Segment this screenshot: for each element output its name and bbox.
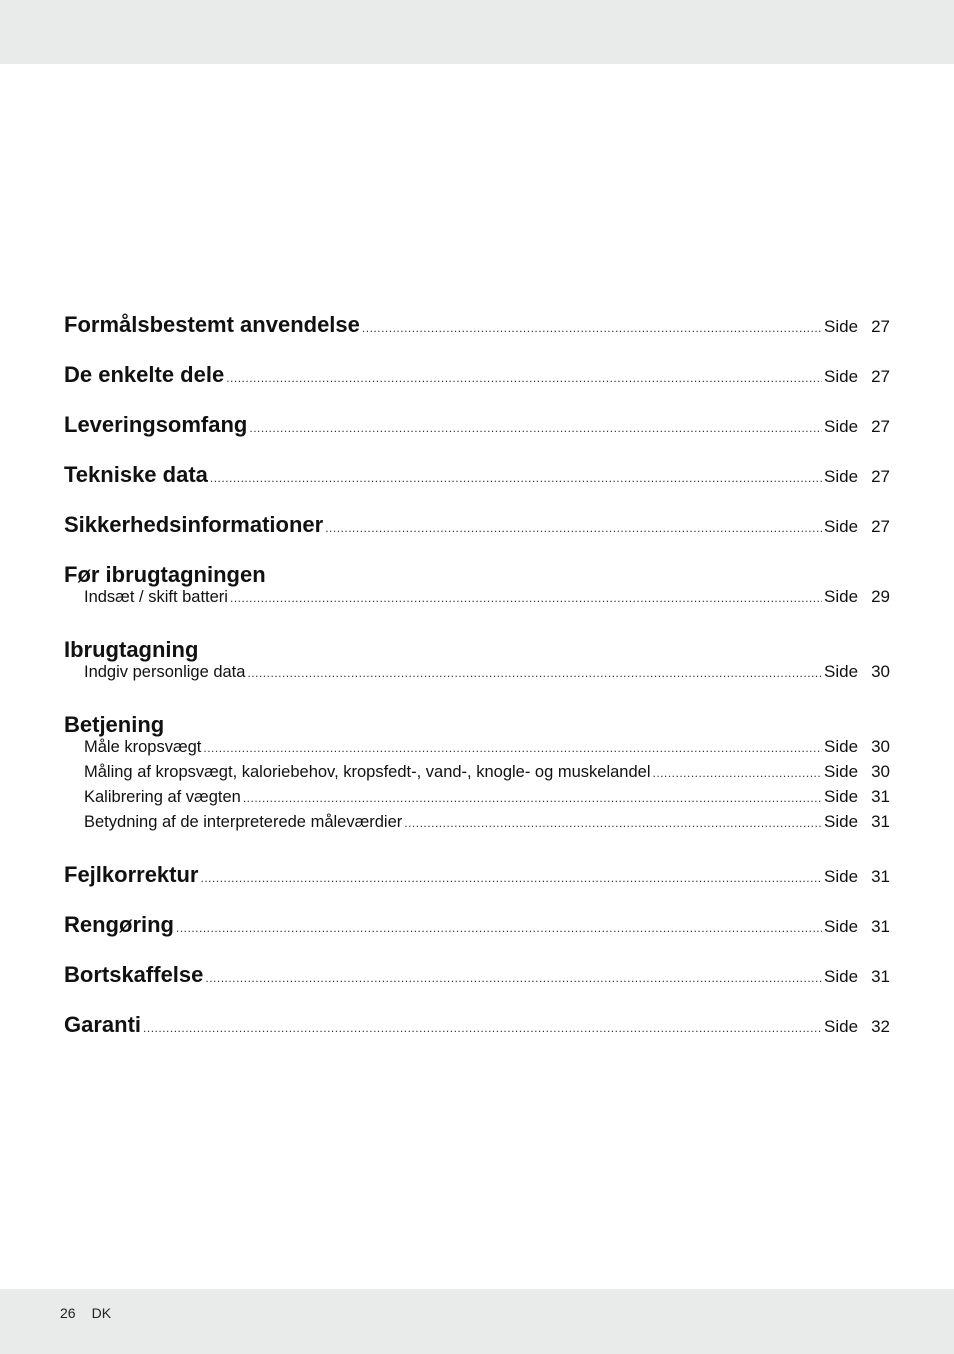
toc-sub-entry[interactable] <box>64 587 890 612</box>
leader-dots <box>203 741 822 755</box>
page-number: 26 <box>60 1305 76 1321</box>
toc-entry-title: Rengøring <box>64 912 174 937</box>
toc-group-for-ibrugtagningen <box>64 562 890 612</box>
leader-dots <box>325 521 822 535</box>
leader-dots <box>653 766 823 780</box>
leader-dots <box>226 371 822 385</box>
toc-entry-page: 31 <box>871 917 890 936</box>
toc-entry-title: Formålsbestemt anvendelse <box>64 312 360 337</box>
toc-sub-entry-label: Betydning af de interpreterede måleværdier <box>84 813 403 831</box>
table-of-contents <box>64 312 890 1062</box>
header-band <box>0 0 954 64</box>
toc-entry-side: Side <box>824 417 859 436</box>
leader-dots <box>176 921 822 935</box>
leader-dots <box>243 791 822 805</box>
toc-group-heading[interactable]: Betjening <box>64 712 165 737</box>
toc-entry-page: 31 <box>871 967 890 986</box>
leader-dots <box>230 591 822 605</box>
toc-entry-title: Fejlkorrektur <box>64 862 199 887</box>
toc-entry-page: 30 <box>871 662 890 681</box>
toc-entry-side: Side <box>824 317 859 336</box>
toc-entry-side: Side <box>824 1017 859 1036</box>
toc-entry-side: Side <box>824 762 859 781</box>
toc-entry-side: Side <box>824 787 859 806</box>
toc-entry-page: 27 <box>871 517 890 536</box>
toc-entry-rengoring[interactable] <box>64 912 890 962</box>
toc-sub-entry-label: Kalibrering af vægten <box>84 788 241 806</box>
toc-entry-leveringsomfang[interactable] <box>64 412 890 462</box>
toc-sub-entry-label: Måling af kropsvægt, kaloriebehov, kropsfedt-, vand-, knogle- og muskelandel <box>84 763 651 781</box>
toc-entry-de-enkelte-dele[interactable] <box>64 362 890 412</box>
toc-entry-side: Side <box>824 367 859 386</box>
toc-entry-page: 27 <box>871 467 890 486</box>
toc-entry-bortskaffelse[interactable] <box>64 962 890 1012</box>
toc-sub-entry[interactable] <box>64 812 890 837</box>
toc-entry-garanti[interactable] <box>64 1012 890 1062</box>
toc-sub-entry[interactable] <box>64 787 890 812</box>
toc-entry-page: 31 <box>871 812 890 831</box>
toc-entry-page: 27 <box>871 317 890 336</box>
toc-entry-side: Side <box>824 517 859 536</box>
toc-entry-title: Tekniske data <box>64 462 208 487</box>
leader-dots <box>210 471 822 485</box>
toc-entry-title: Sikkerhedsinformationer <box>64 512 324 537</box>
leader-dots <box>404 816 822 830</box>
toc-sub-entry-label: Indsæt / skift batteri <box>84 588 228 606</box>
leader-dots <box>143 1021 822 1035</box>
toc-sub-entry[interactable] <box>64 737 890 762</box>
toc-entry-page: 31 <box>871 867 890 886</box>
toc-entry-title: Garanti <box>64 1012 142 1037</box>
toc-entry-side: Side <box>824 917 859 936</box>
toc-entry-side: Side <box>824 467 859 486</box>
leader-dots <box>201 871 823 885</box>
toc-group-betjening <box>64 712 890 837</box>
toc-entry-page: 29 <box>871 587 890 606</box>
toc-entry-title: Bortskaffelse <box>64 962 204 987</box>
toc-group-heading[interactable]: Ibrugtagning <box>64 637 199 662</box>
toc-entry-page: 27 <box>871 417 890 436</box>
toc-group-ibrugtagning <box>64 637 890 687</box>
toc-entry-title: De enkelte dele <box>64 362 225 387</box>
toc-entry-side: Side <box>824 737 859 756</box>
toc-sub-entry-label: Indgiv personlige data <box>84 663 246 681</box>
footer-band <box>0 1289 954 1354</box>
leader-dots <box>205 971 822 985</box>
toc-sub-entry-label: Måle kropsvægt <box>84 738 202 756</box>
toc-entry-page: 32 <box>871 1017 890 1036</box>
toc-entry-side: Side <box>824 812 859 831</box>
toc-sub-entry[interactable] <box>64 762 890 787</box>
leader-dots <box>362 321 822 335</box>
toc-entry-side: Side <box>824 867 859 886</box>
toc-entry-side: Side <box>824 662 859 681</box>
toc-entry-tekniske-data[interactable] <box>64 462 890 512</box>
toc-entry-page: 30 <box>871 737 890 756</box>
toc-entry-side: Side <box>824 967 859 986</box>
toc-group-heading[interactable]: Før ibrugtagningen <box>64 562 266 587</box>
toc-entry-page: 27 <box>871 367 890 386</box>
toc-entry-fejlkorrektur[interactable] <box>64 862 890 912</box>
toc-entry-sikkerhedsinformationer[interactable] <box>64 512 890 562</box>
leader-dots <box>247 666 822 680</box>
toc-sub-entry[interactable] <box>64 662 890 687</box>
toc-entry-formalsbestemt-anvendelse[interactable] <box>64 312 890 362</box>
page-footer <box>60 1305 111 1321</box>
leader-dots <box>249 421 822 435</box>
toc-entry-title: Leveringsomfang <box>64 412 248 437</box>
language-code: DK <box>91 1305 112 1321</box>
toc-entry-side: Side <box>824 587 859 606</box>
toc-entry-page: 31 <box>871 787 890 806</box>
toc-entry-page: 30 <box>871 762 890 781</box>
